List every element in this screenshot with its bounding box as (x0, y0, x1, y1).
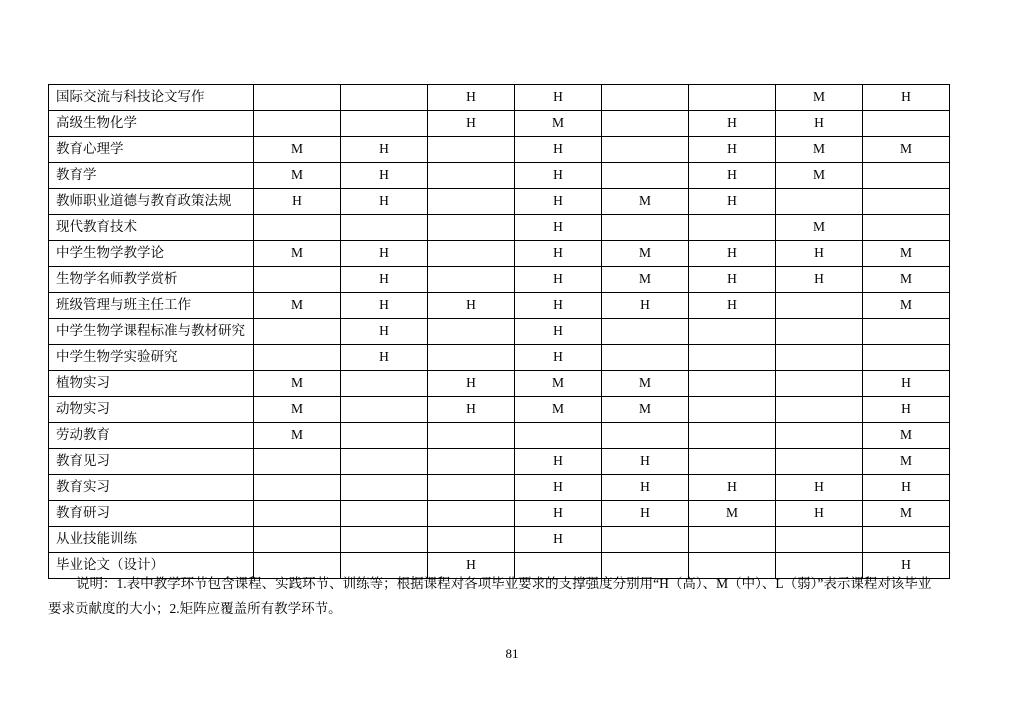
support-level-cell: H (863, 85, 950, 111)
support-level-cell (428, 137, 515, 163)
support-level-cell (776, 189, 863, 215)
support-level-cell (776, 371, 863, 397)
support-level-cell: M (776, 163, 863, 189)
support-level-cell: H (341, 241, 428, 267)
support-level-cell: H (515, 215, 602, 241)
table-row (49, 85, 950, 111)
support-level-cell (776, 345, 863, 371)
support-level-cell (428, 215, 515, 241)
support-level-cell (428, 423, 515, 449)
support-level-cell: H (863, 371, 950, 397)
support-level-cell (689, 423, 776, 449)
support-level-cell: H (689, 293, 776, 319)
course-name-cell: 教师职业道德与教育政策法规 (49, 189, 254, 215)
support-level-cell (515, 423, 602, 449)
support-level-cell: M (515, 397, 602, 423)
table-row (49, 345, 950, 371)
support-level-cell: M (863, 293, 950, 319)
table-row (49, 293, 950, 319)
support-level-cell (776, 527, 863, 553)
support-level-cell: H (776, 501, 863, 527)
support-level-cell (689, 85, 776, 111)
support-level-cell (863, 163, 950, 189)
support-level-cell: M (515, 111, 602, 137)
table-row (49, 527, 950, 553)
support-level-cell (341, 475, 428, 501)
support-level-cell (341, 371, 428, 397)
support-level-cell: M (776, 85, 863, 111)
course-name-cell: 生物学名师教学赏析 (49, 267, 254, 293)
course-name-cell: 教育研习 (49, 501, 254, 527)
support-level-cell: H (515, 475, 602, 501)
support-level-cell: M (863, 241, 950, 267)
support-level-cell (428, 527, 515, 553)
support-level-cell: H (689, 111, 776, 137)
support-level-cell (341, 111, 428, 137)
matrix-table (48, 84, 950, 579)
support-level-cell: H (515, 189, 602, 215)
support-level-cell: H (515, 267, 602, 293)
support-level-cell (254, 85, 341, 111)
support-level-cell: H (341, 189, 428, 215)
support-level-cell: M (863, 449, 950, 475)
support-level-cell (689, 345, 776, 371)
support-level-cell: H (428, 111, 515, 137)
support-level-cell: H (341, 137, 428, 163)
support-level-cell: H (602, 475, 689, 501)
support-level-cell (776, 397, 863, 423)
note-line-1 (48, 572, 953, 597)
support-level-cell: H (689, 475, 776, 501)
support-level-cell: M (863, 423, 950, 449)
course-name-cell: 教育心理学 (49, 137, 254, 163)
support-level-cell: H (341, 293, 428, 319)
support-level-cell: H (515, 241, 602, 267)
support-level-cell: H (341, 267, 428, 293)
support-level-cell (341, 501, 428, 527)
support-level-cell (254, 267, 341, 293)
support-level-cell (689, 449, 776, 475)
support-level-cell (863, 345, 950, 371)
support-level-cell: H (776, 475, 863, 501)
support-level-cell (863, 215, 950, 241)
support-level-cell: M (863, 501, 950, 527)
support-level-cell: H (341, 319, 428, 345)
course-name-cell: 植物实习 (49, 371, 254, 397)
course-name-cell: 班级管理与班主任工作 (49, 293, 254, 319)
support-level-cell (341, 423, 428, 449)
support-level-cell (602, 319, 689, 345)
support-level-cell (602, 137, 689, 163)
support-level-cell: H (689, 189, 776, 215)
support-level-cell (254, 319, 341, 345)
table-row (49, 111, 950, 137)
curriculum-requirement-matrix (48, 84, 949, 579)
support-level-cell (428, 319, 515, 345)
table-row (49, 449, 950, 475)
support-level-cell: M (254, 241, 341, 267)
table-row (49, 267, 950, 293)
support-level-cell: H (515, 85, 602, 111)
support-level-cell: H (602, 293, 689, 319)
table-row (49, 137, 950, 163)
support-level-cell (428, 267, 515, 293)
support-level-cell (428, 241, 515, 267)
support-level-cell: M (776, 137, 863, 163)
course-name-cell: 国际交流与科技论文写作 (49, 85, 254, 111)
support-level-cell (341, 449, 428, 475)
support-level-cell: H (602, 449, 689, 475)
support-level-cell (776, 293, 863, 319)
support-level-cell: H (428, 371, 515, 397)
course-name-cell: 现代教育技术 (49, 215, 254, 241)
table-row (49, 423, 950, 449)
support-level-cell: H (515, 293, 602, 319)
table-row (49, 241, 950, 267)
support-level-cell: H (341, 345, 428, 371)
support-level-cell: H (689, 163, 776, 189)
support-level-cell (428, 501, 515, 527)
table-row (49, 475, 950, 501)
support-level-cell (254, 475, 341, 501)
course-name-cell: 劳动教育 (49, 423, 254, 449)
support-level-cell: H (428, 85, 515, 111)
support-level-cell: M (254, 293, 341, 319)
support-level-cell: M (254, 163, 341, 189)
support-level-cell: H (341, 163, 428, 189)
course-name-cell: 毕业论文（设计） (49, 553, 254, 579)
course-name-cell: 教育见习 (49, 449, 254, 475)
table-row (49, 371, 950, 397)
support-level-cell (254, 215, 341, 241)
support-level-cell: H (428, 293, 515, 319)
course-name-cell: 高级生物化学 (49, 111, 254, 137)
support-level-cell (863, 319, 950, 345)
support-level-cell: H (689, 267, 776, 293)
support-level-cell: M (602, 397, 689, 423)
support-level-cell: H (602, 501, 689, 527)
course-name-cell: 中学生物学课程标准与教材研究 (49, 319, 254, 345)
support-level-cell: H (428, 397, 515, 423)
support-level-cell (776, 423, 863, 449)
support-level-cell (776, 449, 863, 475)
support-level-cell: M (602, 267, 689, 293)
course-name-cell: 教育学 (49, 163, 254, 189)
support-level-cell (602, 111, 689, 137)
note-line-2: 要求贡献度的大小；2.矩阵应覆盖所有教学环节。 (48, 600, 342, 616)
support-level-cell (689, 527, 776, 553)
support-level-cell: H (515, 527, 602, 553)
support-level-cell: M (863, 267, 950, 293)
course-name-cell: 从业技能训练 (49, 527, 254, 553)
support-level-cell: M (254, 397, 341, 423)
support-level-cell (428, 345, 515, 371)
course-name-cell: 教育实习 (49, 475, 254, 501)
support-level-cell: H (776, 267, 863, 293)
support-level-cell: M (254, 423, 341, 449)
support-level-cell (863, 111, 950, 137)
support-level-cell (341, 85, 428, 111)
support-level-cell (602, 527, 689, 553)
support-level-cell: H (863, 397, 950, 423)
support-level-cell (863, 527, 950, 553)
support-level-cell (428, 163, 515, 189)
table-row (49, 501, 950, 527)
support-level-cell (254, 501, 341, 527)
support-level-cell (602, 215, 689, 241)
support-level-cell (602, 423, 689, 449)
support-level-cell: M (602, 371, 689, 397)
support-level-cell: H (776, 111, 863, 137)
support-level-cell: M (602, 241, 689, 267)
table-row (49, 319, 950, 345)
support-level-cell: H (515, 449, 602, 475)
support-level-cell: M (863, 137, 950, 163)
course-name-cell: 中学生物学教学论 (49, 241, 254, 267)
support-level-cell (689, 319, 776, 345)
support-level-cell (428, 449, 515, 475)
support-level-cell: H (428, 553, 515, 579)
support-level-cell (602, 85, 689, 111)
support-level-cell: M (602, 189, 689, 215)
support-level-cell: H (863, 553, 950, 579)
support-level-cell: H (689, 241, 776, 267)
support-level-cell (254, 527, 341, 553)
table-row (49, 163, 950, 189)
support-level-cell (254, 111, 341, 137)
table-row (49, 397, 950, 423)
support-level-cell (602, 345, 689, 371)
support-level-cell (254, 449, 341, 475)
support-level-cell: H (776, 241, 863, 267)
support-level-cell (776, 319, 863, 345)
support-level-cell (428, 475, 515, 501)
support-level-cell: H (515, 319, 602, 345)
support-level-cell (689, 397, 776, 423)
support-level-cell: M (254, 371, 341, 397)
support-level-cell: M (254, 137, 341, 163)
support-level-cell (863, 189, 950, 215)
support-level-cell: M (776, 215, 863, 241)
support-level-cell (602, 163, 689, 189)
support-level-cell (341, 397, 428, 423)
support-level-cell (428, 189, 515, 215)
support-level-cell: H (863, 475, 950, 501)
support-level-cell: H (515, 163, 602, 189)
course-name-cell: 动物实习 (49, 397, 254, 423)
support-level-cell: M (689, 501, 776, 527)
table-note (48, 572, 953, 622)
support-level-cell: H (254, 189, 341, 215)
support-level-cell: H (515, 501, 602, 527)
support-level-cell: H (515, 137, 602, 163)
support-level-cell (341, 215, 428, 241)
table-row (49, 215, 950, 241)
course-name-cell: 中学生物学实验研究 (49, 345, 254, 371)
support-level-cell (689, 371, 776, 397)
note-line-1-text: 说明：1.表中教学环节包含课程、实践环节、训练等；根据课程对各项毕业要求的支撑强度分别用“H（高）、M（中）、L（弱）”表示课程对该毕业 (76, 576, 932, 591)
table-row (49, 189, 950, 215)
support-level-cell (341, 527, 428, 553)
page-number: 81 (505, 646, 519, 661)
support-level-cell: M (515, 371, 602, 397)
support-level-cell: H (689, 137, 776, 163)
support-level-cell (689, 215, 776, 241)
support-level-cell (254, 345, 341, 371)
support-level-cell: H (515, 345, 602, 371)
